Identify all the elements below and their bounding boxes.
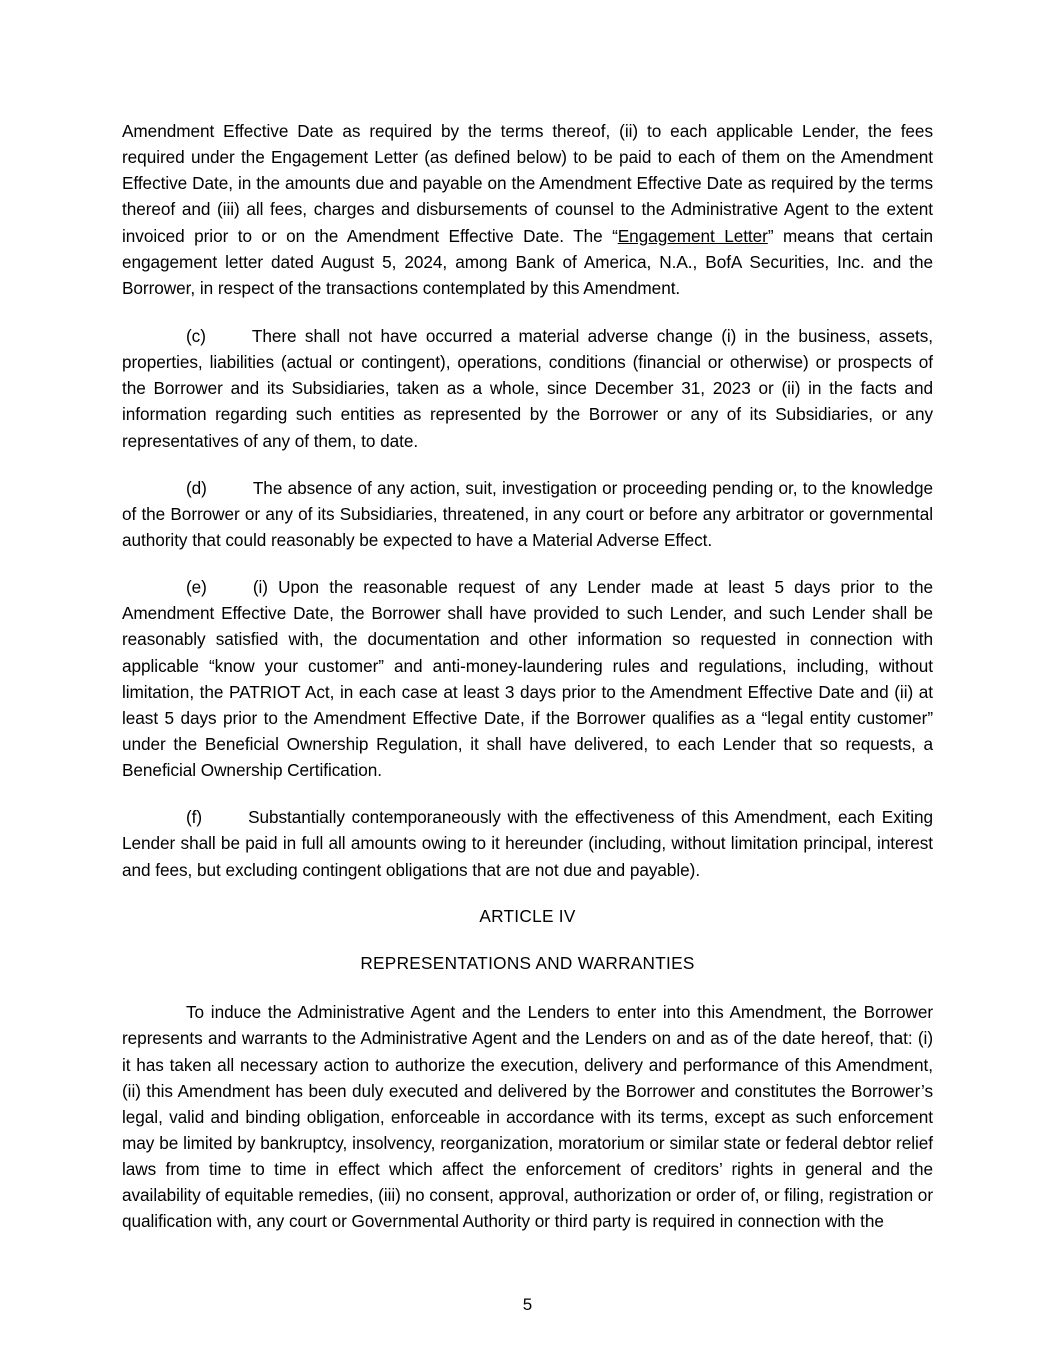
article-heading: ARTICLE IV: [479, 905, 576, 926]
paragraph-label-e: (e): [186, 577, 207, 598]
paragraph-text-d: The absence of any action, suit, investigation or proceeding pending or, to the knowledge of the Borrower or any of its Subsidiaries, threatened, in any court or before any arbitrator or governmental authority that could reasonably be expected to have a Material Adverse Effect.: [122, 477, 933, 550]
closing-paragraph: To induce the Administrative Agent and the Lenders to enter into this Amendment, the Borrower represents and warrants to the Administrative Agent and the Lenders on and as of the date hereof, that: (i) it has taken all necessary action to authorize the execution, delivery and performance of this Amendment, (ii) this Amendment has been duly executed and delivered by the Borrower and constitutes the Borrower’s legal, valid and binding obligation, enforceable in accordance with its terms, except as such enforcement may be limited by bankruptcy, insolvency, reorganization, moratorium or similar state or federal debtor relief laws from time to time in effect which affect the enforcement of creditors’ rights in general and the availability of equitable remedies, (iii) no consent, approval, authorization or order of, or filing, registration or qualification with, any court or Governmental Authority or third party is required in connection with the: [122, 1002, 933, 1232]
paragraph-text-e: (i) Upon the reasonable request of any Lender made at least 5 days prior to the Amendment Effective Date, the Borrower shall have provided to such Lender, and such Lender shall be reasonably satisfied with, the documentation and other information so requested in connection with applicable “know your customer” and anti-money-laundering rules and regulations, including, without limitation, the PATRIOT Act, in each case at least 3 days prior to the Amendment Effective Date and (ii) at least 5 days prior to the Amendment Effective Date, if the Borrower qualifies as a “legal entity customer” under the Beneficial Ownership Regulation, it shall have delivered, to each Lender that so requests, a Beneficial Ownership Certification.: [122, 577, 933, 781]
paragraph-f: [122, 804, 933, 882]
paragraph-text-c: There shall not have occurred a material adverse change (i) in the business, assets, properties, liabilities (actual or contingent), operations, conditions (financial or otherwise) or prospects of the Borrower and its Subsidiaries, taken as a whole, since December 31, 2023 or (ii) in the facts and information regarding such entities as represented by the Borrower or any of its Subsidiaries, or any representatives of any of them, to date.: [122, 325, 933, 451]
paragraph-label-f: (f): [186, 807, 203, 828]
paragraph-label-c: (c): [186, 325, 206, 346]
paragraph-continuation: [122, 118, 933, 301]
paragraph-text-after: ” means that certain engagement letter dated August 5, 2024, among Bank of America, N.A., BofA Securities, Inc. and the Borrower, in respect of the transactions contemplated by this Amendment.: [122, 225, 933, 298]
engagement-letter-defined-term: Engagement Letter: [617, 225, 768, 246]
paragraph-text-f: Substantially contemporaneously with the effectiveness of this Amendment, each Exiting Lender shall be paid in full all amounts owing to it hereunder (including, without limitation principal, interest and fees, but excluding contingent obligations that are not due and payable).: [122, 807, 933, 880]
article-subheading: REPRESENTATIONS AND WARRANTIES: [360, 953, 695, 974]
paragraph-label-d: (d): [186, 477, 207, 498]
paragraph-e: [122, 574, 933, 783]
page-number: 5: [522, 1295, 533, 1314]
paragraph-c: [122, 323, 933, 454]
paragraph-text: Amendment Effective Date as required by the terms thereof, (ii) to each applicable Lender, the fees required under the Engagement Letter (as defined below) to be paid to each of them on the Amendment Effective Date, in the amounts due and payable on the Amendment Effective Date as required by the terms thereof and (iii) all fees, charges and disbursements of counsel to the Administrative Agent to the extent invoiced prior to or on the Amendment Effective Date. The “: [122, 121, 933, 246]
paragraph-d: [122, 475, 933, 553]
